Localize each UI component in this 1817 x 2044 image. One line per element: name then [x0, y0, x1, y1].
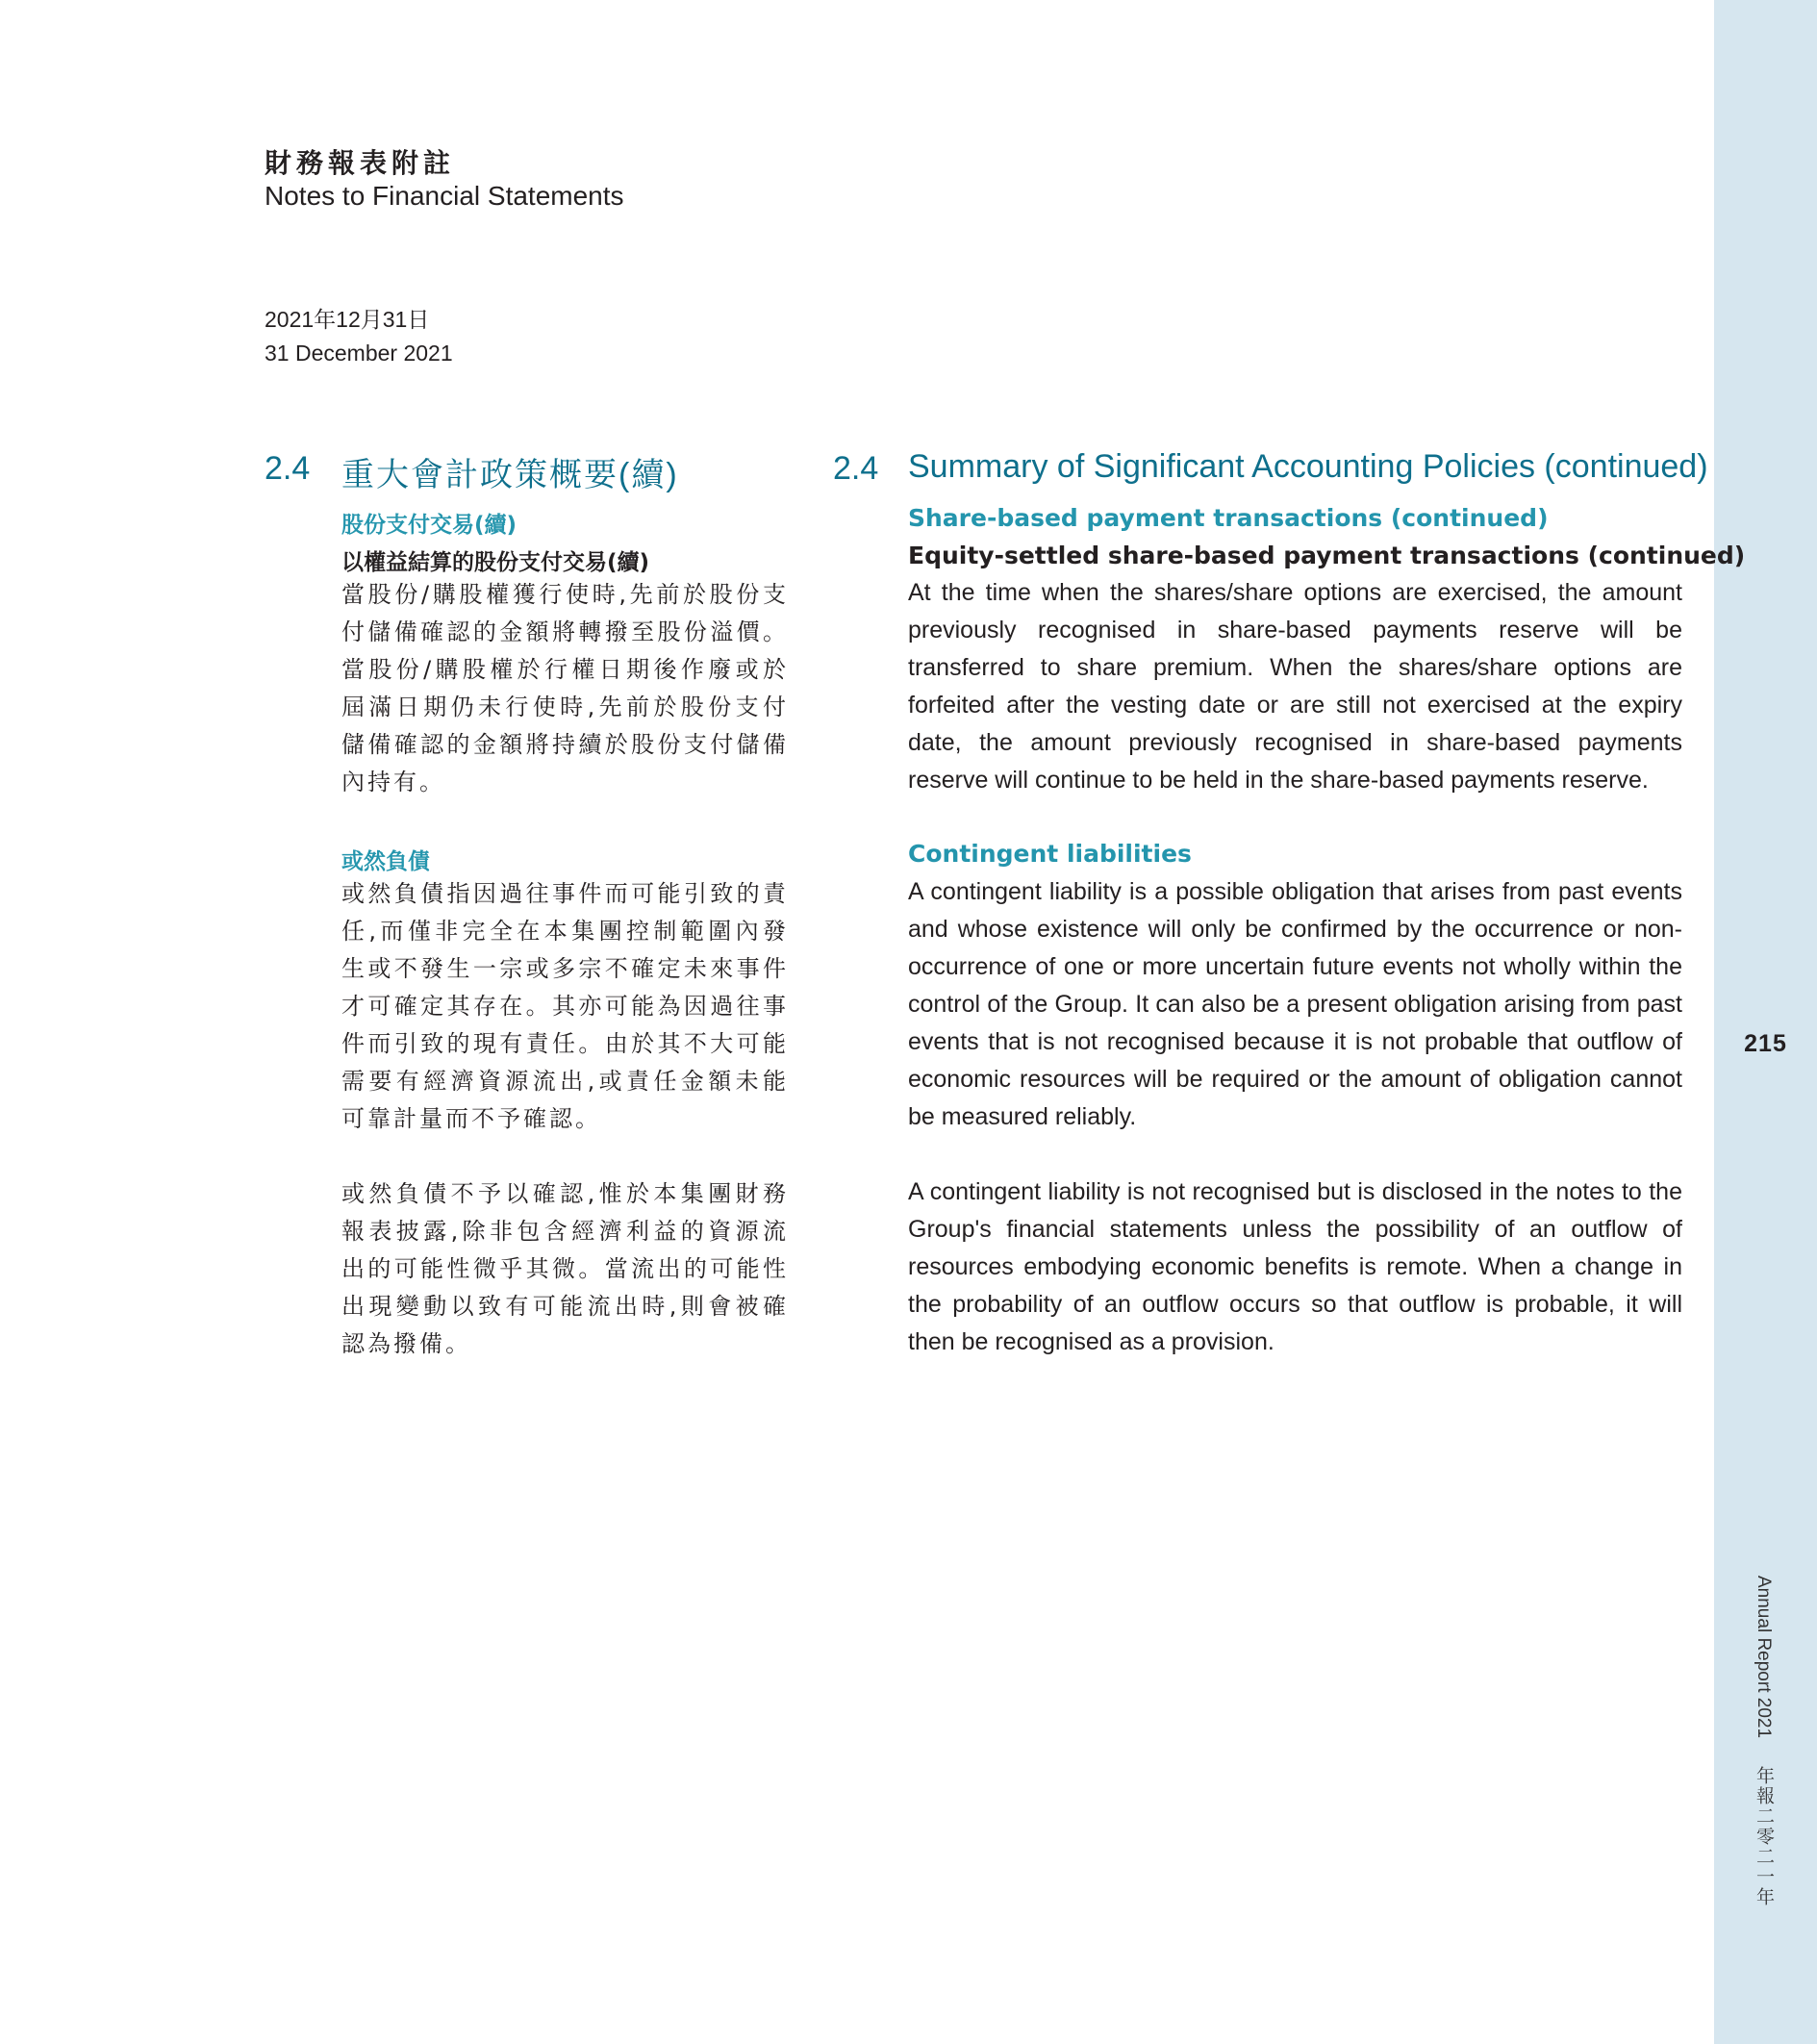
- share-based-body-en: At the time when the shares/share options are exercised, the amount previously recognised in share-based payments reserve will be transferred to share premium. When the shares/share options are forfeited after the vesting date or are still not exercised at the expiry date, the amount previously recognised in share-based payments reserve will continue to be held in the share-based payments reserve.: [908, 579, 1682, 794]
- section-title-en: Summary of Significant Accounting Policies (continued): [908, 448, 1708, 485]
- contingent-para1-en: A contingent liability is a possible obligation that arises from past events and whose existence will only be confirmed by the occurrence or non-occurrence of one or more uncertain future events not wholly within the control of the Group. It can also be a present obligation arising from past events that is not recognised because it is not probable that outflow of economic resources will be required or the amount of obligation cannot be measured reliably.: [908, 878, 1682, 1130]
- page-title-zh: 財務報表附註: [265, 147, 456, 179]
- section-number-en: 2.4: [833, 450, 879, 487]
- contingent-heading-en: Contingent liabilities: [908, 840, 1192, 868]
- share-based-heading-en: Share-based payment transactions (continued): [908, 504, 1549, 532]
- page-title-en: Notes to Financial Statements: [265, 181, 624, 211]
- equity-settled-heading-en: Equity-settled share-based payment transactions (continued): [908, 542, 1746, 569]
- share-based-body-zh: 當股份/購股權獲行使時,先前於股份支付儲備確認的金額將轉撥至股份溢價。當股份/購股權於行權日期後作廢或於屆滿日期仍未行使時,先前於股份支付儲備確認的金額將持續於股份支付儲備內持有。: [341, 581, 789, 795]
- share-based-heading-zh: 股份支付交易(續): [341, 513, 517, 538]
- equity-settled-heading-zh: 以權益結算的股份支付交易(續): [341, 550, 650, 575]
- contingent-para2-en: A contingent liability is not recognised but is disclosed in the notes to the Group's financial statements unless the possibility of an outflow of resources embodying economic benefits is remote. When a change in the probability of an outflow occurs so that outflow is probable, it will then be recognised as a provision.: [908, 1178, 1682, 1355]
- date-en: 31 December 2021: [265, 341, 453, 366]
- contingent-para1-zh: 或然負債指因過往事件而可能引致的責任,而僅非完全在本集團控制範圍內發生或不發生一宗或多宗不確定未來事件才可確定其存在。其亦可能為因過往事件而引致的現有責任。由於其不大可能需要有經濟資源流出,或責任金額未能可靠計量而不予確認。: [341, 880, 789, 1132]
- section-number-zh: 2.4: [265, 450, 311, 487]
- section-title-zh: 重大會計政策概要(續): [341, 457, 679, 493]
- annual-report-label: [1751, 1576, 1777, 1907]
- page-number: 215: [1744, 1030, 1787, 1057]
- annual-report-label-zh: 年報二零二一年: [1754, 1766, 1774, 1908]
- date-zh: 2021年12月31日: [265, 307, 430, 332]
- annual-report-label-en: Annual Report 2021: [1754, 1576, 1774, 1739]
- contingent-heading-zh: 或然負債: [341, 849, 430, 874]
- contingent-para2-zh: 或然負債不予以確認,惟於本集團財務報表披露,除非包含經濟利益的資源流出的可能性微乎其微。當流出的可能性出現變動以致有可能流出時,則會被確認為撥備。: [341, 1180, 789, 1357]
